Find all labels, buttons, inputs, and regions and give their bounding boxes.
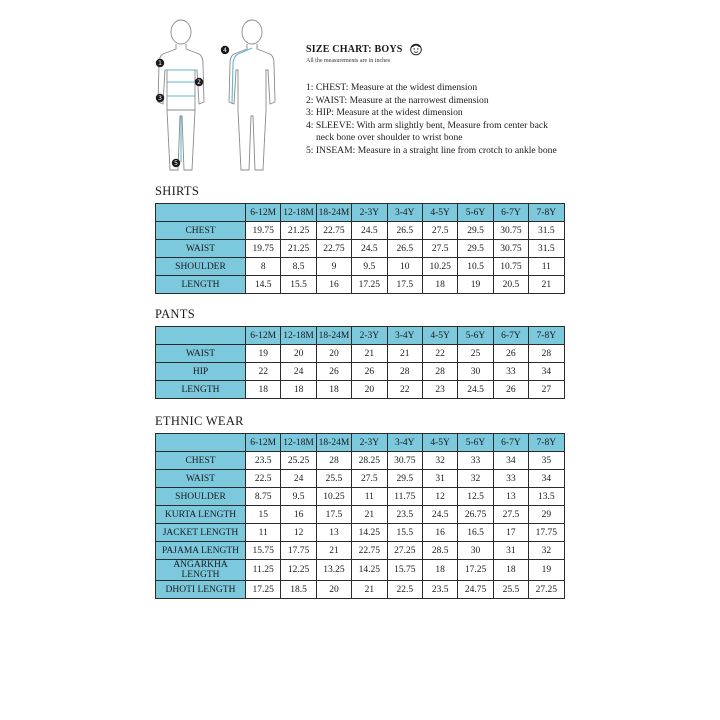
measurement-cell: 17.25	[458, 560, 493, 581]
measurement-instructions	[306, 82, 586, 158]
measurement-cell: 33	[493, 470, 528, 488]
measurement-cell: 31.5	[529, 240, 564, 258]
measurement-cell: 23.5	[422, 581, 457, 599]
measurement-cell: 8	[246, 258, 281, 276]
measurement-cell: 22.5	[387, 581, 422, 599]
measurement-cell: 30	[458, 542, 493, 560]
pants-table	[155, 326, 565, 399]
row-label: SHOULDER	[156, 258, 246, 276]
measurement-cell: 30.75	[493, 240, 528, 258]
measurement-cell: 22	[246, 363, 281, 381]
table-row	[156, 240, 565, 258]
measurement-cell: 12	[281, 524, 316, 542]
measurement-cell: 34	[493, 452, 528, 470]
measurement-cell: 28	[529, 345, 564, 363]
row-label: WAIST	[156, 345, 246, 363]
back-figure	[229, 20, 275, 170]
measurement-cell: 27	[529, 381, 564, 399]
measurement-cell: 10.75	[493, 258, 528, 276]
size-header-cell: 6-7Y	[493, 327, 528, 345]
table-row	[156, 381, 565, 399]
corner-cell	[156, 434, 246, 452]
size-header-cell: 2-3Y	[352, 327, 387, 345]
table-row	[156, 581, 565, 599]
table-row	[156, 258, 565, 276]
size-header-cell: 3-4Y	[387, 327, 422, 345]
measurement-cell: 20	[316, 345, 351, 363]
measurement-cell: 17.5	[316, 506, 351, 524]
size-header-row	[156, 434, 565, 452]
measurement-cell: 28.25	[352, 452, 387, 470]
measurement-cell: 10.25	[422, 258, 457, 276]
page-title: SIZE CHART: BOYS	[306, 43, 403, 55]
measurement-cell: 20	[352, 381, 387, 399]
table-row	[156, 542, 565, 560]
measurement-cell: 20	[316, 581, 351, 599]
instruction-chest: 1: CHEST: Measure at the widest dimension	[306, 82, 478, 93]
table-row	[156, 506, 565, 524]
size-header-cell: 12-18M	[281, 434, 316, 452]
size-header-row	[156, 204, 565, 222]
measurement-cell: 26	[493, 345, 528, 363]
measurement-cell: 31.5	[529, 222, 564, 240]
size-header-row	[156, 327, 565, 345]
measurement-cell: 11	[246, 524, 281, 542]
measurement-cell: 14.25	[352, 560, 387, 581]
measurement-cell: 23.5	[246, 452, 281, 470]
measurement-cell: 32	[422, 452, 457, 470]
table-row	[156, 452, 565, 470]
measurement-cell: 24.5	[352, 222, 387, 240]
measurement-cell: 10.5	[458, 258, 493, 276]
measurement-cell: 23.5	[387, 506, 422, 524]
table-row	[156, 560, 565, 581]
size-header-cell: 18-24M	[316, 327, 351, 345]
measurement-cell: 22.75	[316, 222, 351, 240]
instruction-waist: 2: WAIST: Measure at the narrowest dimension	[306, 94, 489, 106]
measurement-cell: 15.5	[387, 524, 422, 542]
measurement-cell: 20	[281, 345, 316, 363]
measurement-cell: 14.5	[246, 276, 281, 294]
page-subtitle: All the measurements are in inches	[306, 58, 391, 64]
measurement-cell: 15	[246, 506, 281, 524]
measurement-cell: 18	[246, 381, 281, 399]
corner-cell	[156, 327, 246, 345]
measurement-cell: 24	[281, 363, 316, 381]
measurement-cell: 16	[422, 524, 457, 542]
marker-5: 5	[174, 160, 178, 168]
measurement-cell: 9	[316, 258, 351, 276]
size-header-cell: 6-12M	[246, 204, 281, 222]
measurement-cell: 11.75	[387, 488, 422, 506]
measurement-cell: 20.5	[493, 276, 528, 294]
measurement-cell: 29.5	[458, 222, 493, 240]
table-row	[156, 488, 565, 506]
size-header-cell: 2-3Y	[352, 434, 387, 452]
row-label: CHEST	[156, 452, 246, 470]
size-header-cell: 6-7Y	[493, 204, 528, 222]
measurement-cell: 17	[493, 524, 528, 542]
measurement-cell: 8.5	[281, 258, 316, 276]
measurement-cell: 10	[387, 258, 422, 276]
measurement-cell: 17.25	[246, 581, 281, 599]
table-row	[156, 470, 565, 488]
measurement-cell: 12.25	[281, 560, 316, 581]
measurement-cell: 26.5	[387, 222, 422, 240]
measurement-cell: 12.5	[458, 488, 493, 506]
size-header-cell: 4-5Y	[422, 434, 457, 452]
size-header-cell: 7-8Y	[529, 434, 564, 452]
measurement-cell: 25.5	[316, 470, 351, 488]
table-row	[156, 363, 565, 381]
measurement-cell: 16	[281, 506, 316, 524]
measurement-cell: 33	[458, 452, 493, 470]
measurement-cell: 11	[352, 488, 387, 506]
shirts-title: SHIRTS	[155, 184, 200, 198]
measurement-cell: 18	[316, 381, 351, 399]
measurement-cell: 22.5	[246, 470, 281, 488]
measurement-cell: 33	[493, 363, 528, 381]
size-header-cell: 4-5Y	[422, 327, 457, 345]
measurement-cell: 22.75	[316, 240, 351, 258]
measurement-cell: 21	[352, 506, 387, 524]
measurement-cell: 34	[529, 363, 564, 381]
measurement-cell: 19	[458, 276, 493, 294]
size-header-cell: 3-4Y	[387, 434, 422, 452]
measurement-cell: 17.75	[281, 542, 316, 560]
measurement-cell: 13.25	[316, 560, 351, 581]
row-label: PAJAMA LENGTH	[156, 542, 246, 560]
size-header-cell: 12-18M	[281, 204, 316, 222]
row-label: LENGTH	[156, 276, 246, 294]
measurement-cell: 30	[458, 363, 493, 381]
measurement-cell: 8.75	[246, 488, 281, 506]
measurement-cell: 15.5	[281, 276, 316, 294]
measurement-cell: 26	[493, 381, 528, 399]
measurement-cell: 34	[529, 470, 564, 488]
corner-cell	[156, 204, 246, 222]
size-header-cell: 5-6Y	[458, 434, 493, 452]
measurement-cell: 18.5	[281, 581, 316, 599]
row-label: SHOULDER	[156, 488, 246, 506]
measurement-cell: 29.5	[458, 240, 493, 258]
size-header-cell: 5-6Y	[458, 204, 493, 222]
measurement-cell: 22.75	[352, 542, 387, 560]
measurement-cell: 32	[458, 470, 493, 488]
measurement-cell: 22	[422, 345, 457, 363]
measurement-cell: 21	[529, 276, 564, 294]
measurement-cell: 28	[316, 452, 351, 470]
measurement-cell: 21	[316, 542, 351, 560]
measurement-cell: 13.5	[529, 488, 564, 506]
measurement-cell: 26.75	[458, 506, 493, 524]
measurement-cell: 32	[529, 542, 564, 560]
measurement-cell: 30.75	[387, 452, 422, 470]
size-header-cell: 12-18M	[281, 327, 316, 345]
size-header-cell: 4-5Y	[422, 204, 457, 222]
ethnic-wear-table	[155, 433, 565, 599]
measurement-cell: 18	[422, 560, 457, 581]
measurement-cell: 26	[316, 363, 351, 381]
measurement-cell: 19	[529, 560, 564, 581]
row-label: JACKET LENGTH	[156, 524, 246, 542]
row-label: CHEST	[156, 222, 246, 240]
measurement-cell: 29.5	[387, 470, 422, 488]
size-header-cell: 6-12M	[246, 434, 281, 452]
measurement-cell: 23	[422, 381, 457, 399]
measurement-cell: 25.5	[493, 581, 528, 599]
measurement-cell: 12	[422, 488, 457, 506]
table-row	[156, 276, 565, 294]
measurement-cell: 18	[422, 276, 457, 294]
measurement-cell: 21	[352, 345, 387, 363]
size-header-cell: 18-24M	[316, 204, 351, 222]
pants-title: PANTS	[155, 307, 195, 321]
front-measure-lines	[165, 70, 197, 162]
measurement-cell: 18	[493, 560, 528, 581]
measurement-cell: 27.5	[422, 240, 457, 258]
size-header-cell: 7-8Y	[529, 204, 564, 222]
measurement-cell: 29	[529, 506, 564, 524]
marker-4: 4	[223, 47, 227, 55]
row-label: KURTA LENGTH	[156, 506, 246, 524]
measurement-cell: 9.5	[281, 488, 316, 506]
size-header-cell: 7-8Y	[529, 327, 564, 345]
row-label: ANGARKHA LENGTH	[156, 560, 246, 581]
measurement-cell: 22	[387, 381, 422, 399]
measurement-cell: 14.25	[352, 524, 387, 542]
measurement-cell: 11	[529, 258, 564, 276]
row-label: WAIST	[156, 470, 246, 488]
measurement-cell: 16.5	[458, 524, 493, 542]
measurement-cell: 30.75	[493, 222, 528, 240]
measurement-cell: 19	[246, 345, 281, 363]
shirts-table	[155, 203, 565, 294]
instruction-sleeve-cont: neck bone over shoulder to wrist bone	[316, 132, 463, 144]
measurement-cell: 24.75	[458, 581, 493, 599]
size-header-cell: 18-24M	[316, 434, 351, 452]
boy-face-icon	[409, 42, 423, 56]
table-row	[156, 222, 565, 240]
measurement-cell: 31	[493, 542, 528, 560]
measurement-cell: 16	[316, 276, 351, 294]
measurement-cell: 18	[281, 381, 316, 399]
measurement-cell: 11.25	[246, 560, 281, 581]
measurement-cell: 24.5	[458, 381, 493, 399]
measurement-cell: 15.75	[246, 542, 281, 560]
measurement-cell: 27.25	[387, 542, 422, 560]
size-header-cell: 3-4Y	[387, 204, 422, 222]
measurement-cell: 13	[316, 524, 351, 542]
instruction-hip: 3: HIP: Measure at the widest dimension	[306, 107, 463, 119]
instruction-sleeve: 4: SLEEVE: With arm slightly bent, Measure from center back	[306, 119, 548, 131]
measurement-cell: 28.5	[422, 542, 457, 560]
marker-3: 3	[158, 95, 162, 103]
row-label: LENGTH	[156, 381, 246, 399]
measurement-cell: 19.75	[246, 240, 281, 258]
measurement-cell: 19.75	[246, 222, 281, 240]
marker-2: 2	[197, 79, 201, 87]
measurement-cell: 26.5	[387, 240, 422, 258]
size-header-cell: 5-6Y	[458, 327, 493, 345]
measurement-cell: 17.25	[352, 276, 387, 294]
measurement-cell: 21	[352, 581, 387, 599]
measurement-cell: 24	[281, 470, 316, 488]
size-chart-header	[306, 42, 606, 64]
row-label: DHOTI LENGTH	[156, 581, 246, 599]
measurement-cell: 28	[387, 363, 422, 381]
table-row	[156, 345, 565, 363]
size-header-cell: 6-7Y	[493, 434, 528, 452]
size-header-cell: 2-3Y	[352, 204, 387, 222]
size-header-cell: 6-12M	[246, 327, 281, 345]
measurement-cell: 35	[529, 452, 564, 470]
measurement-cell: 27.5	[493, 506, 528, 524]
measurement-cell: 17.5	[387, 276, 422, 294]
measurement-cell: 26	[352, 363, 387, 381]
measurement-cell: 27.5	[422, 222, 457, 240]
measurement-cell: 31	[422, 470, 457, 488]
boy-outline-illustration	[150, 12, 300, 177]
measurement-cell: 24.5	[422, 506, 457, 524]
row-label: HIP	[156, 363, 246, 381]
measurement-cell: 13	[493, 488, 528, 506]
measurement-cell: 17.75	[529, 524, 564, 542]
row-label: WAIST	[156, 240, 246, 258]
measurement-cell: 15.75	[387, 560, 422, 581]
measurement-cell: 21.25	[281, 222, 316, 240]
instruction-inseam: 5: INSEAM: Measure in a straight line from crotch to ankle bone	[306, 144, 557, 156]
measurement-figures	[150, 12, 300, 177]
table-row	[156, 524, 565, 542]
sleeve-measure-line	[232, 48, 252, 104]
measurement-cell: 24.5	[352, 240, 387, 258]
marker-1: 1	[158, 60, 162, 68]
measurement-cell: 10.25	[316, 488, 351, 506]
measurement-cell: 27.25	[529, 581, 564, 599]
measurement-cell: 27.5	[352, 470, 387, 488]
measurement-cell: 9.5	[352, 258, 387, 276]
measurement-cell: 28	[422, 363, 457, 381]
measurement-cell: 21.25	[281, 240, 316, 258]
measurement-cell: 25	[458, 345, 493, 363]
measurement-cell: 21	[387, 345, 422, 363]
ethnic-title: ETHNIC WEAR	[155, 414, 244, 428]
measurement-cell: 25.25	[281, 452, 316, 470]
